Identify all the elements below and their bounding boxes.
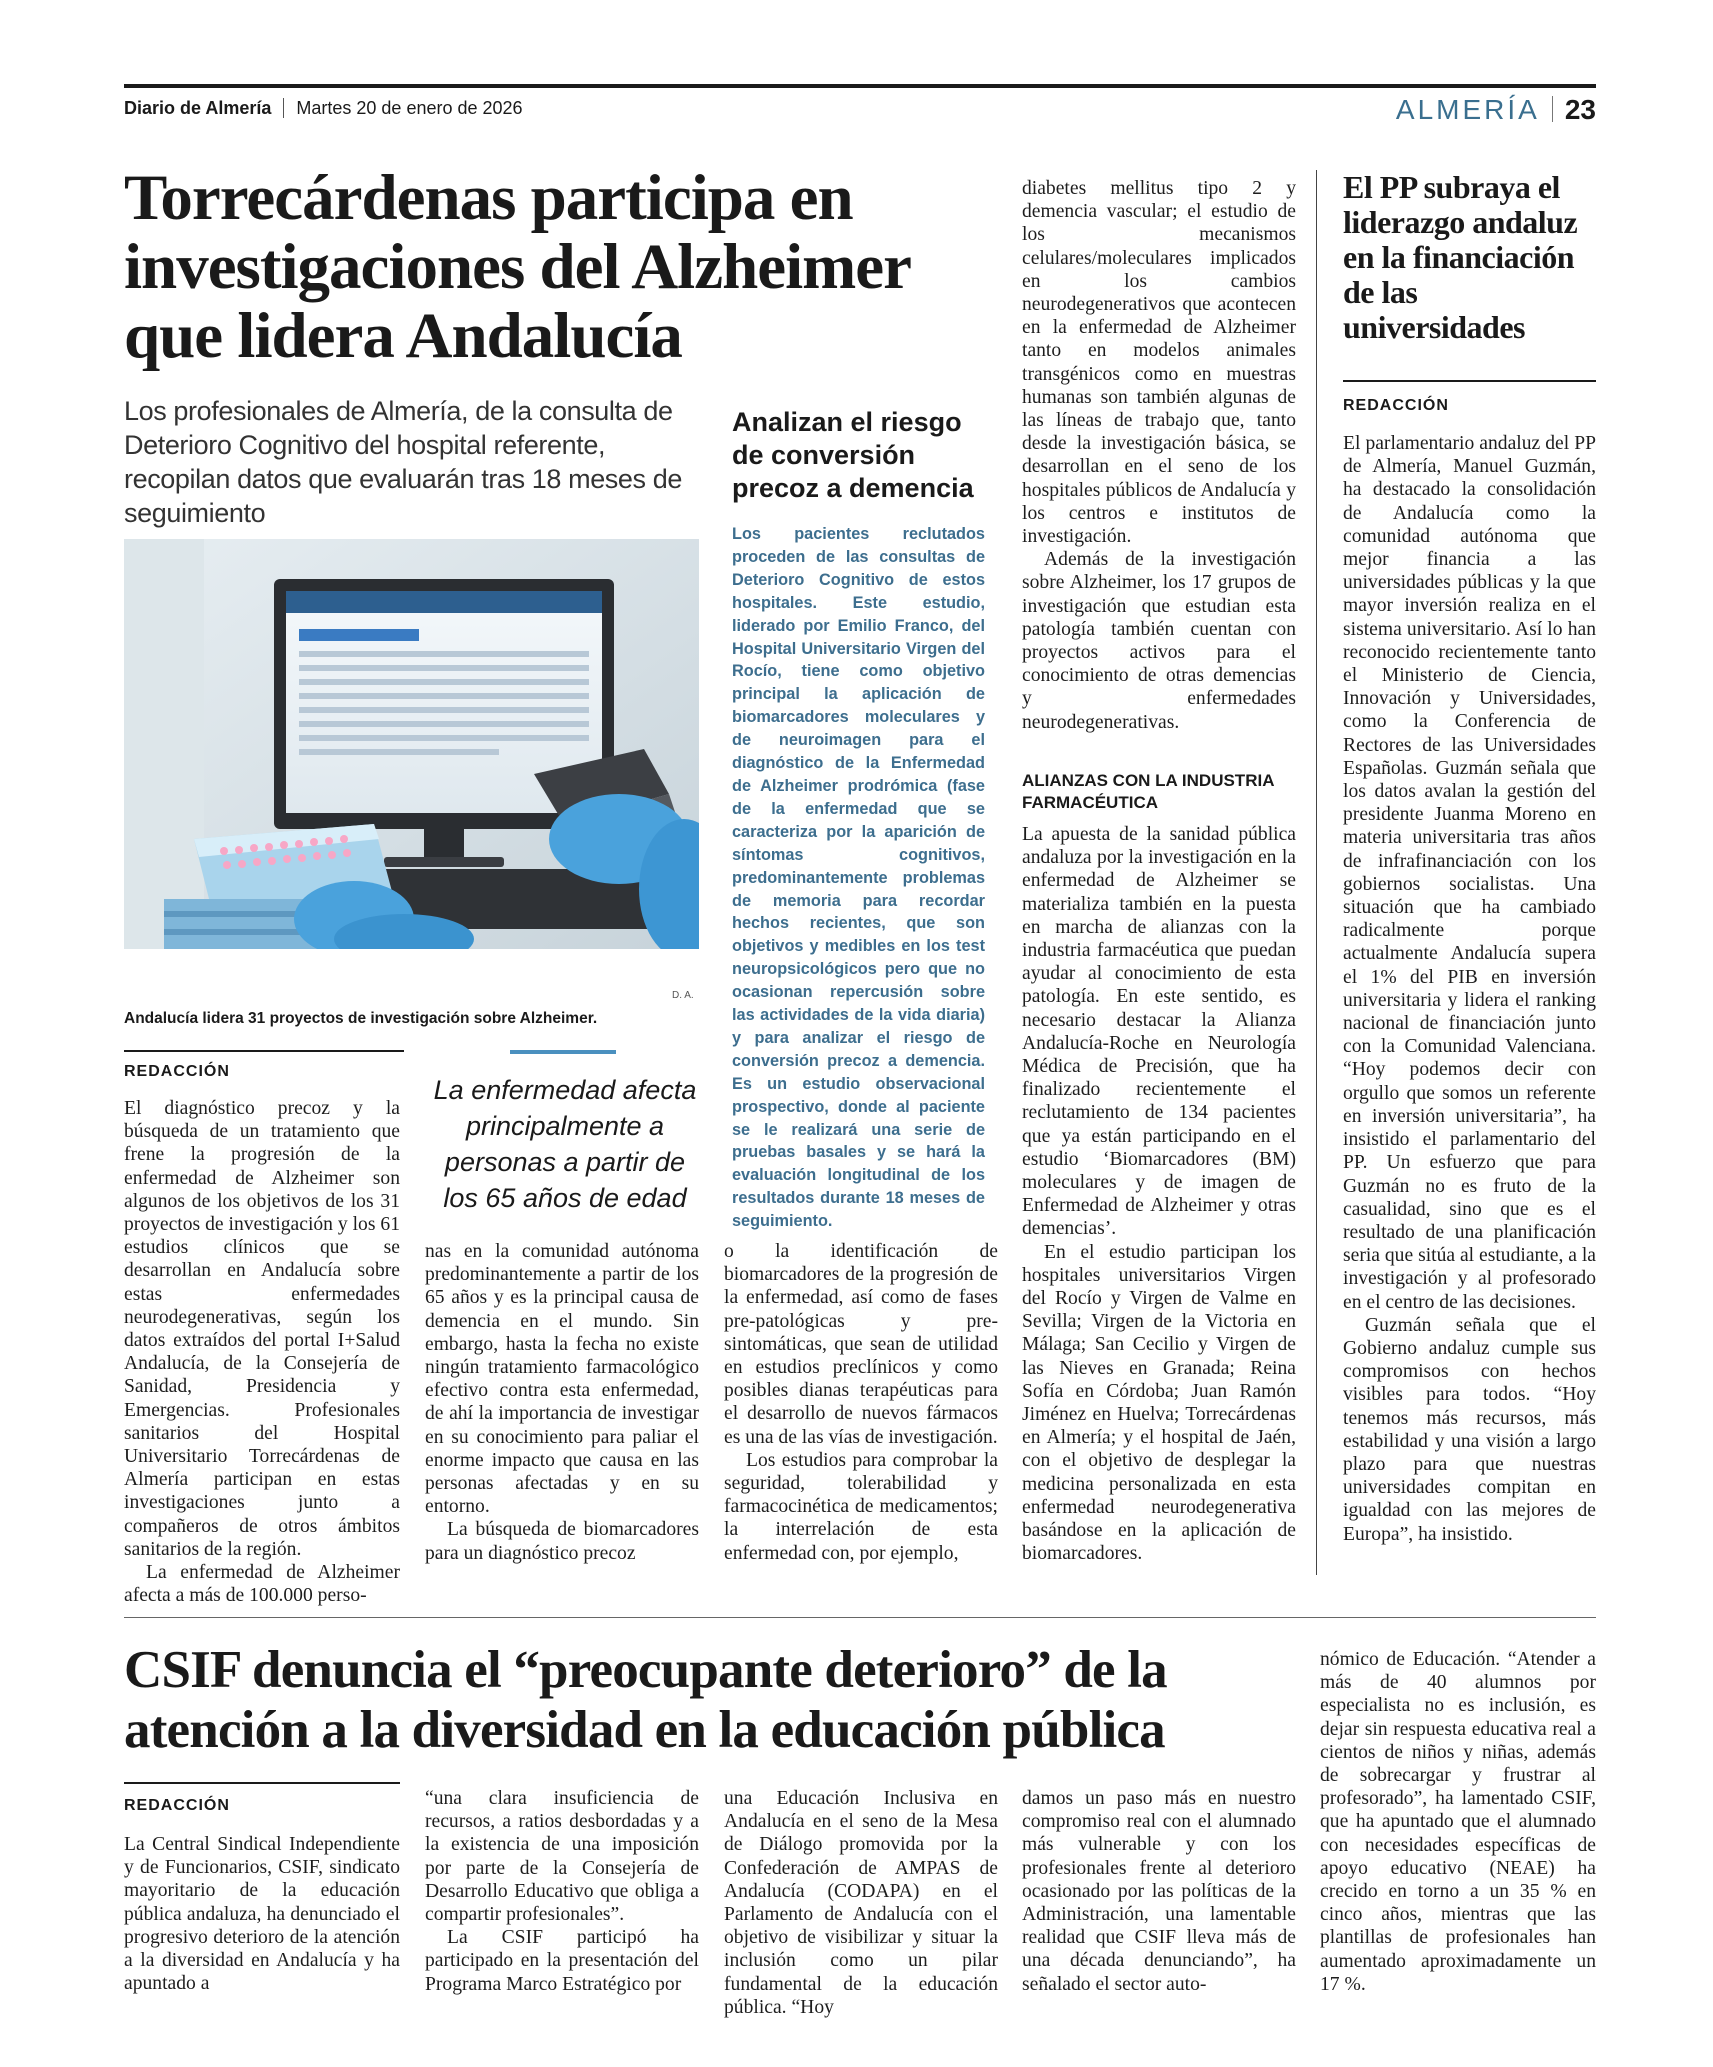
paragraph: La apuesta de la sanidad pública andaluza por la investigación en la enfermedad de Alzheimer se materializa también en la puesta en marcha de alianzas con la industria farmacéutica que puedan ayudar al conocimiento de esta patología. En este sentido, es necesario destacar la Alianza Andalucía-Roche en Neurología Médica de Precisión, que ha finalizado recientemente el reclutamiento de 134 pacientes que ya están participando en el estudio ‘Biomarcadores (BM) moleculares y de imagen de Enfermedad de Alzheimer y otras demencias’.	[1022, 824, 1296, 1240]
article3-column-5	[1320, 1648, 1596, 1996]
header-rule	[124, 84, 1596, 88]
article3-byline: REDACCIÓN	[124, 1797, 230, 1814]
article2-byline-rule	[1343, 380, 1596, 382]
paragraph: “una clara insuficiencia de recursos, a ratios desbordadas y a la existencia de una imposición por parte de la Consejería de Desarrollo Educativo que obliga a compartir profesionales”.	[425, 1788, 699, 1926]
pullquote-rule	[510, 1050, 616, 1054]
article1-column-3	[724, 1240, 998, 1565]
paragraph: nas en la comunidad autónoma predominantemente a partir de los 65 años y es la principal causa de demencia en el mundo. Sin embargo, hasta la fecha no existe ningún tratamiento farmacológico efectivo contra esta enfermedad, de ahí la importancia de investigar en su conocimiento para paliar el enorme impacto que causa en las personas afectadas y en su entorno.	[425, 1241, 699, 1518]
paragraph: nómico de Educación. “Atender a más de 40 alumnos por especialista no es inclusión, es dejar sin respuesta educativa real a cientos de niños y niñas, además de sobrecargar y frustrar al profesorado”, ha lamentado CSIF, que ha apuntado que el alumnado con necesidades específicas de apoyo educativo (NEAE) ha crecido en torno a un 35 % en cinco años, mientras que las plantillas de profesionales han aumentado aproximadamente un 17 %.	[1320, 1649, 1596, 1995]
article3-column-2	[425, 1787, 699, 1996]
article1-byline-rule	[124, 1050, 404, 1052]
paragraph: La CSIF participó ha participado en la presentación del Programa Marco Estratégico por	[425, 1927, 699, 1995]
article2-body	[1343, 432, 1596, 1546]
article1-headline: Torrecárdenas participa en investigaciones del Alzheimer que lidera Andalucía	[124, 162, 910, 372]
header-right	[1396, 94, 1596, 126]
section-name: ALMERÍA	[1395, 94, 1540, 125]
issue-date: Martes 20 de enero de 2026	[296, 98, 523, 118]
sidebar-text: Los pacientes reclutados proceden de las consultas de Deterioro Cognitivo de estos hospitales. Este estudio, liderado por Emilio Franco, del Hospital Universitario Virgen del Rocío, tiene como objetivo principal la aplicación de biomarcadores moleculares y de neuroimagen para el diagnóstico de la Enfermedad de Alzheimer prodrómica (fase de la enfermedad que se caracteriza por la aparición de síntomas cognitivos, predominantemente problemas de memoria para recordar hechos recientes, que son objetivos y medibles en los test neuropsicológicos pero que no ocasionan repercusión sobre las actividades de la vida diaria) y para analizar el riesgo de conversión precoz a demencia. Es un estudio observacional prospectivo, donde al paciente se le realizará una serie de pruebas basales y se hará la evaluación longitudinal de los resultados durante 18 meses de seguimiento.	[732, 525, 985, 1231]
paragraph: El parlamentario andaluz del PP de Almería, Manuel Guzmán, ha destacado la consolidación de Andalucía como la comunidad autónoma que mejor financia a las universidades públicas y la que mayor inversión realiza en el sistema universitario. Así lo han reconocido recientemente tanto el Ministerio de Ciencia, Innovación y Universidades, como la Conferencia de Rectores de las Universidades Españolas. Guzmán señala que los datos avalan la gestión del presidente Juanma Moreno en materia universitaria tras años de infrafinanciación con los gobiernos socialistas. Una situación que ha cambiado radicalmente porque actualmente Andalucía supera el 1% del PIB en inversión universitaria y lidera el ranking nacional de financiación junto con la Comunidad Valenciana. “Hoy podemos decir con orgullo que somos un referente en inversión universitaria”, ha insistido el parlamentario del PP. Un esfuerzo que para Guzmán no es fruto de la casualidad, sino que es el resultado de una planificación seria que sitúa al estudiante, a la investigación y al profesorado en el centro de las decisiones.	[1343, 433, 1596, 1313]
lab-photo-illustration	[124, 539, 699, 949]
article3-column-4	[1022, 1787, 1296, 1996]
photo-caption: Andalucía lidera 31 proyectos de investigación sobre Alzheimer.	[124, 1010, 598, 1027]
photo-credit: D. A.	[672, 990, 694, 1001]
article3-column-1	[124, 1833, 400, 1995]
article3-column-3	[724, 1787, 998, 2019]
paragraph: Además de la investigación sobre Alzheimer, los 17 grupos de investigación que estudian esta patología también cuentan con proyectos activos para el conocimiento de otras demencias y enfermedades neurodegenerativas.	[1022, 549, 1296, 733]
paragraph: La Central Sindical Independiente y de Funcionarios, CSIF, sindicato mayoritario de la educación pública andaluza, ha denunciado el progresivo deterioro de la atención a la diversidad en Andalucía y ha apuntado a	[124, 1834, 400, 1995]
article3-headline: CSIF denuncia el “preocupante deterioro” de la atención a la diversidad en la educación pública	[124, 1641, 1167, 1759]
article2-headline: El PP subraya el liderazgo andaluz en la financiación de las universidades	[1343, 169, 1578, 345]
paragraph: Los estudios para comprobar la seguridad, tolerabilidad y farmacocinética de medicamentos; la interrelación de esta enfermedad con, por ejemplo,	[724, 1449, 998, 1564]
article1-column-4-bottom	[1022, 823, 1296, 1566]
paragraph: damos un paso más en nuestro compromiso real con el alumnado más vulnerable y con los profesionales frente al deterioro ocasionado por las políticas de la Administración, una lamentable realidad que CSIF lleva más de una década denunciando”, ha señalado el sector auto-	[1022, 1788, 1296, 1995]
article2-byline: REDACCIÓN	[1343, 397, 1449, 414]
article1-subsection-heading: ALIANZAS CON LA INDUSTRIA FARMACÉUTICA	[1022, 771, 1274, 812]
column-divider	[1316, 170, 1317, 1575]
header-left	[124, 98, 523, 119]
paragraph: Guzmán señala que el Gobierno andaluz cumple sus compromisos con hechos visibles para todos. “Hoy tenemos más recursos, más estabilidad y una visión a largo plazo para que nuestras universidades compitan en igualdad con las mejores de Europa”, ha insistido.	[1343, 1314, 1596, 1545]
article1-column-4-top	[1022, 177, 1296, 734]
article-separator	[124, 1617, 1596, 1618]
pullquote: La enfermedad afecta principalmente a personas a partir de los 65 años de edad	[433, 1075, 697, 1213]
paragraph: La búsqueda de biomarcadores para un diagnóstico precoz	[425, 1519, 699, 1564]
sidebar-title: Analizan el riesgo de conversión precoz a demencia	[732, 407, 974, 503]
article3-byline-rule	[124, 1782, 400, 1784]
paragraph: La enfermedad de Alzheimer afecta a más de 100.000 perso-	[124, 1562, 400, 1607]
page-number: 23	[1564, 94, 1596, 125]
header-separator	[283, 98, 284, 118]
article1-photo	[124, 539, 699, 949]
article1-subhead: Los profesionales de Almería, de la consulta de Deterioro Cognitivo del hospital referente, recopilan datos que evaluarán tras 18 meses de seguimiento	[124, 396, 682, 528]
article1-column-1	[124, 1097, 400, 1607]
header-separator-right	[1552, 96, 1553, 122]
paragraph: diabetes mellitus tipo 2 y demencia vascular; el estudio de los mecanismos celulares/moleculares implicados en los cambios neurodegenerativos que acontecen en la enfermedad de Alzheimer tanto en modelos animales transgénicos como en muestras humanas son también algunas de las líneas de trabajo que, tanto desde la investigación básica, se desarrollan en el seno de los hospitales públicos de Andalucía y los centros e institutos de investigación.	[1022, 178, 1296, 548]
article1-byline: REDACCIÓN	[124, 1063, 230, 1080]
article1-column-2	[425, 1240, 699, 1565]
paragraph: o la identificación de biomarcadores de la progresión de la enfermedad, así como de fases pre-patológicas y pre-sintomáticas, que sean de utilidad en estudios preclínicos y como posibles dianas terapéuticas para el desarrollo de nuevos fármacos es una de las vías de investigación.	[724, 1241, 998, 1448]
paper-name: Diario de Almería	[124, 98, 272, 118]
paragraph: una Educación Inclusiva en Andalucía en el seno de la Mesa de Diálogo promovida por la Confederación de AMPAS de Andalucía (CODAPA) en el Parlamento de Andalucía con el objetivo de visibilizar y situar la inclusión como un pilar fundamental de la educación pública. “Hoy	[724, 1788, 998, 2018]
paragraph: En el estudio participan los hospitales universitarios Virgen del Rocío y Virgen de Valme en Sevilla; Virgen de la Victoria en Málaga; San Cecilio y Virgen de las Nieves en Granada; Reina Sofía en Córdoba; Juan Ramón Jiménez en Huelva; Torrecárdenas en Almería; y el hospital de Jaén, con el objetivo de desplegar la medicina personalizada en esta enfermedad neurodegenerativa basándose en la aplicación de biomarcadores.	[1022, 1241, 1296, 1565]
paragraph: El diagnóstico precoz y la búsqueda de un tratamiento que frene la progresión de la enfermedad de Alzheimer son algunos de los objetivos de los 31 proyectos de investigación y los 61 estudios clínicos que se desarrollan en Andalucía sobre estas enfermedades neurodegenerativas, según los datos extraídos del portal I+Salud Andalucía, de la Consejería de Sanidad, Presidencia y Emergencias. Profesionales sanitarios del Hospital Universitario Torrecárdenas de Almería participan en estas investigaciones junto a compañeros de otros ámbitos sanitarios de la región.	[124, 1098, 400, 1560]
